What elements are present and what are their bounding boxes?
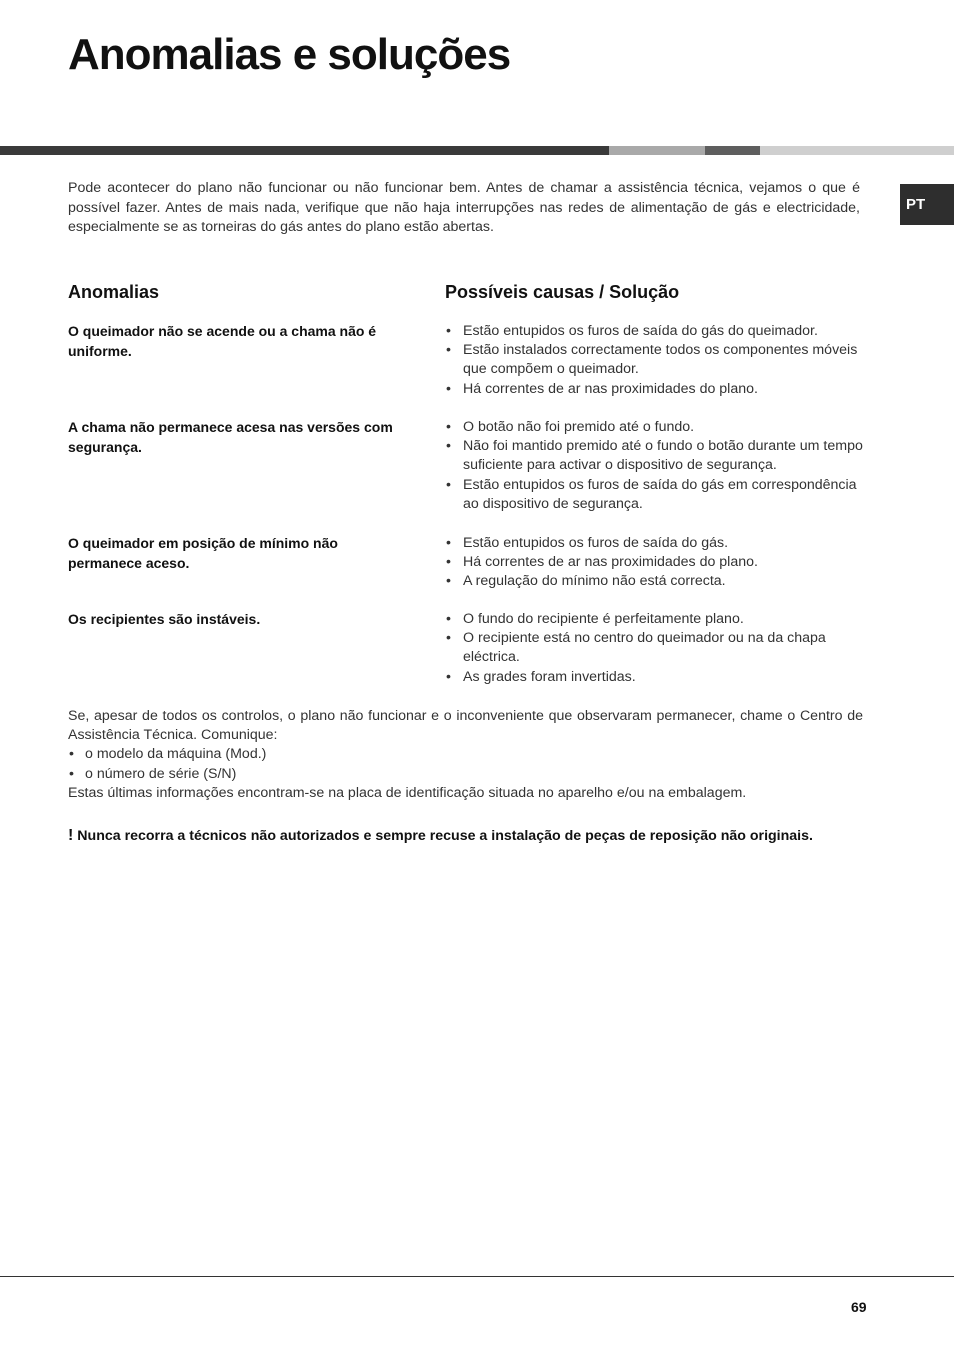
header-stripe-accent [705, 146, 760, 155]
cause-item: • O fundo do recipiente é perfeitamente plano. [445, 610, 870, 629]
language-tab: PT [900, 184, 954, 225]
cause-item: • O recipiente está no centro do queimador ou na da chapa eléctrica. [445, 629, 870, 667]
cause-item: • A regulação do mínimo não está correcta. [445, 572, 870, 591]
header-stripe-mid [609, 146, 705, 155]
assistance-item: • o número de série (S/N) [68, 765, 863, 784]
header-stripe-light [760, 146, 954, 155]
problem-text: O queimador não se acende ou a chama não é uniforme. [68, 323, 377, 359]
assistance-section [68, 707, 863, 803]
cause-item: • Estão entupidos os furos de saída do gás do queimador. [445, 322, 870, 341]
column-heading-anomalies: Anomalias [68, 282, 160, 302]
footer-rule [0, 1276, 954, 1277]
assistance-paragraph: Se, apesar de todos os controlos, o plano não funcionar e o inconveniente que observaram permanecer, chame o Centro de Assistência Técnica. Comunique: [68, 708, 863, 744]
warning-text: Nunca recorra a técnicos não autorizados e sempre recuse a instalação de peças de reposição não originais. [77, 828, 813, 844]
cause-item: • Não foi mantido premido até o fundo o botão durante um tempo suficiente para activar o dispositivo de segurança. [445, 437, 870, 475]
assistance-note: Estas últimas informações encontram-se na placa de identificação situada no aparelho e/ou na embalagem. [68, 784, 747, 801]
causes-list [445, 322, 870, 399]
cause-item: • Estão instalados correctamente todos os componentes móveis que compõem o queimador. [445, 341, 870, 379]
problem-text: A chama não permanece acesa nas versões com segurança. [68, 419, 393, 455]
warning-icon: ! [68, 827, 74, 844]
header-stripe-dark [0, 146, 609, 155]
cause-item: • As grades foram invertidas. [445, 668, 870, 687]
cause-item: • Estão entupidos os furos de saída do gás em correspondência ao dispositivo de segurança. [445, 476, 870, 514]
assistance-list [68, 745, 863, 783]
causes-list [445, 418, 870, 514]
assistance-item: • o modelo da máquina (Mod.) [68, 745, 863, 764]
page-number: 69 [851, 1299, 867, 1315]
intro-paragraph: Pode acontecer do plano não funcionar ou não funcionar bem. Antes de chamar a assistência técnica, vejamos o que é possível fazer. Antes de mais nada, verifique que não haja interrupções nas redes de alimentação de gás e electricidade, especialmente se as torneiras do gás antes do plano estão abertas. [68, 180, 860, 235]
page-title: Anomalias e soluções [68, 30, 511, 79]
causes-list [445, 610, 870, 687]
problem-text: Os recipientes são instáveis. [68, 611, 261, 627]
cause-item: • Estão entupidos os furos de saída do gás. [445, 534, 870, 553]
column-heading-causes: Possíveis causas / Solução [445, 282, 680, 302]
problem-text: O queimador em posição de mínimo não permanece aceso. [68, 535, 338, 571]
cause-item: • Há correntes de ar nas proximidades do plano. [445, 380, 870, 399]
cause-item: • O botão não foi premido até o fundo. [445, 418, 870, 437]
cause-item: • Há correntes de ar nas proximidades do plano. [445, 553, 870, 572]
warning-note [68, 826, 858, 847]
causes-list [445, 534, 870, 592]
